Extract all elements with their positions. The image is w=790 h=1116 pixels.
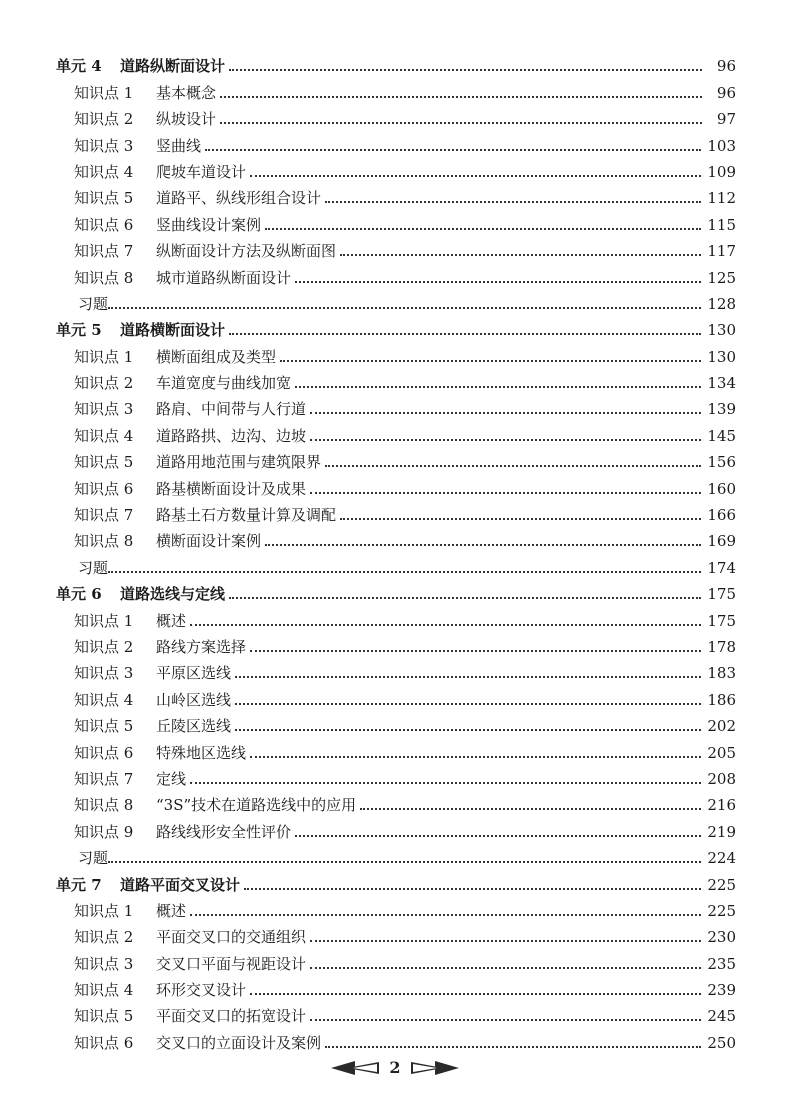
toc-page-number: 175 xyxy=(707,611,736,630)
toc-entry-row xyxy=(56,761,736,787)
toc-entry-row xyxy=(56,365,736,391)
toc-entry-label: 知识点 3 xyxy=(74,954,134,973)
dot-leader xyxy=(310,412,701,414)
toc-entry-row xyxy=(56,708,736,734)
dot-leader xyxy=(220,122,702,124)
toc-entry-label: 知识点 5 xyxy=(74,717,134,736)
toc-entry-label: 知识点 3 xyxy=(74,136,134,155)
toc-entry-title: 平原区选线 xyxy=(156,664,232,683)
toc-page-number: 216 xyxy=(707,796,736,815)
toc-entry-title: 道路用地范围与建筑限界 xyxy=(156,453,322,472)
toc-entry-title: 路线线形安全性评价 xyxy=(156,822,292,841)
toc-entry-title: 横断面组成及类型 xyxy=(156,347,277,366)
dot-leader xyxy=(108,861,701,863)
toc-entry-title: 山岭区选线 xyxy=(156,690,232,709)
toc-entry-label: 知识点 5 xyxy=(74,189,134,208)
toc-entry-title: 概述 xyxy=(156,901,187,920)
toc-entry-row xyxy=(56,523,736,549)
toc-entry-row xyxy=(56,998,736,1024)
toc-entry-label: 知识点 1 xyxy=(74,901,134,920)
toc-entry-row xyxy=(56,233,736,259)
toc-entry-label: 知识点 2 xyxy=(74,637,134,656)
toc-entry-row xyxy=(56,338,736,364)
toc-entry-label: 知识点 6 xyxy=(74,215,134,234)
toc-entry-label: 单元 7 xyxy=(56,875,102,894)
dot-leader xyxy=(325,465,701,467)
toc-entry-title: 道路选线与定线 xyxy=(120,585,226,604)
toc-entry-title: 纵坡设计 xyxy=(156,110,217,129)
toc-entry-title: 横断面设计案例 xyxy=(156,532,262,551)
toc-entry-title: 丘陵区选线 xyxy=(156,717,232,736)
toc-entry-row xyxy=(56,629,736,655)
toc-entry-row xyxy=(56,74,736,100)
toc-entry-row xyxy=(56,127,736,153)
dot-leader xyxy=(205,149,701,151)
toc-entry-row xyxy=(56,893,736,919)
toc-page-number: 245 xyxy=(707,1007,736,1026)
toc-entry-row xyxy=(56,391,736,417)
toc-page-number: 134 xyxy=(707,374,736,393)
toc-entry-title: 道路纵断面设计 xyxy=(120,57,226,76)
toc-entry-title: 路肩、中间带与人行道 xyxy=(156,400,307,419)
dot-leader xyxy=(265,228,701,230)
toc-page-number: 235 xyxy=(707,954,736,973)
toc-entry-label: 知识点 3 xyxy=(74,400,134,419)
toc-entry-title: 爬坡车道设计 xyxy=(156,162,247,181)
toc-entry-label: 知识点 8 xyxy=(74,796,134,815)
dot-leader xyxy=(265,544,701,546)
toc-entry-label: 知识点 4 xyxy=(74,690,134,709)
toc-entry-row xyxy=(56,444,736,470)
dot-leader xyxy=(310,967,701,969)
toc-page-number: 183 xyxy=(707,664,736,683)
toc-entry-title: 纵断面设计方法及纵断面图 xyxy=(156,242,337,261)
toc-entry-title: 道路平面交叉设计 xyxy=(120,875,241,894)
toc-entry-label: 知识点 6 xyxy=(74,1033,134,1052)
dot-leader xyxy=(244,888,701,890)
toc-entry-title: 定线 xyxy=(156,769,187,788)
toc-page-number: 125 xyxy=(707,268,736,287)
double-right-arrow-icon xyxy=(411,1060,459,1076)
dot-leader xyxy=(108,571,701,573)
toc-entry-title: 概述 xyxy=(156,611,187,630)
toc-page-number: 96 xyxy=(716,83,736,102)
toc-entry-title: 车道宽度与曲线加宽 xyxy=(156,374,292,393)
toc-page-number: 208 xyxy=(707,769,736,788)
toc-entry-title: 竖曲线设计案例 xyxy=(156,215,262,234)
toc-entry-title: 道路平、纵线形组合设计 xyxy=(156,189,322,208)
toc-page-number: 96 xyxy=(716,57,736,76)
dot-leader xyxy=(340,518,701,520)
toc-entry-row xyxy=(56,497,736,523)
dot-leader xyxy=(190,782,701,784)
dot-leader xyxy=(220,96,702,98)
toc-page-number: 130 xyxy=(707,347,736,366)
toc-entry-title: 城市道路纵断面设计 xyxy=(156,268,292,287)
page-number: 2 xyxy=(389,1058,401,1077)
toc-page-number: 205 xyxy=(707,743,736,762)
toc-entry-label: 知识点 8 xyxy=(74,532,134,551)
toc-unit-row xyxy=(56,48,736,74)
toc-entry-label: 知识点 3 xyxy=(74,664,134,683)
toc-unit-row xyxy=(56,866,736,892)
toc-entry-label: 知识点 5 xyxy=(74,1007,134,1026)
dot-leader xyxy=(229,597,701,599)
dot-leader xyxy=(235,676,701,678)
toc-entry-row xyxy=(56,417,736,443)
dot-leader xyxy=(295,281,701,283)
dot-leader xyxy=(325,1046,701,1048)
toc-unit-row xyxy=(56,576,736,602)
toc-entry-title: 习题 xyxy=(78,294,109,313)
dot-leader xyxy=(295,835,701,837)
toc-entry-label: 知识点 1 xyxy=(74,83,134,102)
toc-entry-title: 习题 xyxy=(78,849,109,868)
toc-page-number: 225 xyxy=(707,901,736,920)
toc-entry-label: 知识点 2 xyxy=(74,110,134,129)
toc-page-number: 145 xyxy=(707,426,736,445)
toc-page-number: 139 xyxy=(707,400,736,419)
toc-entry-row xyxy=(56,101,736,127)
toc-entry-row xyxy=(56,919,736,945)
toc-page-number: 128 xyxy=(707,294,736,313)
toc-entry-label: 知识点 7 xyxy=(74,769,134,788)
toc-page-number: 109 xyxy=(707,162,736,181)
dot-leader xyxy=(190,624,701,626)
toc-entry-row xyxy=(56,602,736,628)
toc-entry-row xyxy=(56,206,736,232)
toc-page-number: 225 xyxy=(707,875,736,894)
toc-entry-title: 路基土石方数量计算及调配 xyxy=(156,506,337,525)
dot-leader xyxy=(280,360,701,362)
toc-page-number: 169 xyxy=(707,532,736,551)
toc-entry-title: 平面交叉口的拓宽设计 xyxy=(156,1007,307,1026)
toc-entry-label: 知识点 2 xyxy=(74,374,134,393)
toc-entry-label: 知识点 1 xyxy=(74,611,134,630)
toc-page-number: 186 xyxy=(707,690,736,709)
toc-page-number: 202 xyxy=(707,717,736,736)
double-left-arrow-icon xyxy=(331,1060,379,1076)
toc-entry-label: 知识点 6 xyxy=(74,479,134,498)
toc-entry-label: 知识点 7 xyxy=(74,242,134,261)
toc-entry-label: 知识点 7 xyxy=(74,506,134,525)
toc-entry-label: 知识点 1 xyxy=(74,347,134,366)
dot-leader xyxy=(250,650,701,652)
toc-page-number: 166 xyxy=(707,506,736,525)
toc-entry-title: 道路横断面设计 xyxy=(120,321,226,340)
toc-entry-row xyxy=(56,259,736,285)
toc-entry-label: 知识点 2 xyxy=(74,928,134,947)
toc-entry-label: 知识点 4 xyxy=(74,426,134,445)
toc-entry-row xyxy=(56,470,736,496)
dot-leader xyxy=(325,201,701,203)
toc-page-number: 239 xyxy=(707,981,736,1000)
toc-page-number: 103 xyxy=(707,136,736,155)
page-footer xyxy=(0,1058,790,1077)
toc-entry-row xyxy=(56,180,736,206)
toc-entry-label: 知识点 5 xyxy=(74,453,134,472)
dot-leader xyxy=(310,940,701,942)
toc-entry-row xyxy=(56,945,736,971)
toc-page-number: 250 xyxy=(707,1033,736,1052)
dot-leader xyxy=(360,808,701,810)
toc-page-number: 224 xyxy=(707,849,736,868)
dot-leader xyxy=(190,914,701,916)
toc-page-number: 219 xyxy=(707,822,736,841)
dot-leader xyxy=(310,439,701,441)
toc-entry-label: 知识点 8 xyxy=(74,268,134,287)
dot-leader xyxy=(310,492,701,494)
dot-leader xyxy=(229,333,701,335)
toc-entry-label: 单元 5 xyxy=(56,321,102,340)
toc-entry-row xyxy=(56,787,736,813)
toc-entry-title: 路基横断面设计及成果 xyxy=(156,479,307,498)
dot-leader xyxy=(235,703,701,705)
toc-exercise-row xyxy=(56,840,736,866)
toc-entry-label: 知识点 4 xyxy=(74,981,134,1000)
toc-entry-title: 习题 xyxy=(78,558,109,577)
dot-leader xyxy=(310,1019,701,1021)
toc-page-number: 156 xyxy=(707,453,736,472)
dot-leader xyxy=(295,386,701,388)
dot-leader xyxy=(250,175,701,177)
toc-page-number: 175 xyxy=(707,585,736,604)
toc-entry-title: 交叉口的立面设计及案例 xyxy=(156,1033,322,1052)
toc-entry-label: 单元 4 xyxy=(56,57,102,76)
toc-entry-title: 路线方案选择 xyxy=(156,637,247,656)
toc-entry-title: 交叉口平面与视距设计 xyxy=(156,954,307,973)
toc-entry-row xyxy=(56,734,736,760)
toc-entry-row xyxy=(56,1024,736,1050)
toc-exercise-row xyxy=(56,286,736,312)
toc-entry-title: 道路路拱、边沟、边坡 xyxy=(156,426,307,445)
toc-page-number: 115 xyxy=(707,215,736,234)
toc-page-number: 112 xyxy=(707,189,736,208)
toc-entry-row xyxy=(56,681,736,707)
toc-entry-row xyxy=(56,972,736,998)
toc-page-number: 230 xyxy=(707,928,736,947)
toc-entry-title: 竖曲线 xyxy=(156,136,202,155)
toc-entry-label: 知识点 9 xyxy=(74,822,134,841)
toc-entry-title: “3S”技术在道路选线中的应用 xyxy=(156,796,357,815)
toc-entry-row xyxy=(56,154,736,180)
dot-leader xyxy=(235,729,701,731)
dot-leader xyxy=(108,307,701,309)
toc-page-number: 130 xyxy=(707,321,736,340)
table-of-contents xyxy=(56,48,736,1051)
dot-leader xyxy=(250,993,701,995)
toc-entry-title: 环形交叉设计 xyxy=(156,981,247,1000)
toc-entry-label: 知识点 6 xyxy=(74,743,134,762)
toc-exercise-row xyxy=(56,549,736,575)
dot-leader xyxy=(340,254,701,256)
toc-entry-row xyxy=(56,813,736,839)
dot-leader xyxy=(229,69,702,71)
toc-entry-row xyxy=(56,655,736,681)
toc-page-number: 160 xyxy=(707,479,736,498)
toc-entry-label: 单元 6 xyxy=(56,585,102,604)
toc-unit-row xyxy=(56,312,736,338)
toc-entry-title: 特殊地区选线 xyxy=(156,743,247,762)
toc-page-number: 97 xyxy=(716,110,736,129)
toc-page-number: 117 xyxy=(707,242,736,261)
toc-entry-title: 平面交叉口的交通组织 xyxy=(156,928,307,947)
toc-entry-label: 知识点 4 xyxy=(74,162,134,181)
toc-page-number: 174 xyxy=(707,558,736,577)
toc-entry-title: 基本概念 xyxy=(156,83,217,102)
dot-leader xyxy=(250,756,701,758)
toc-page-number: 178 xyxy=(707,637,736,656)
